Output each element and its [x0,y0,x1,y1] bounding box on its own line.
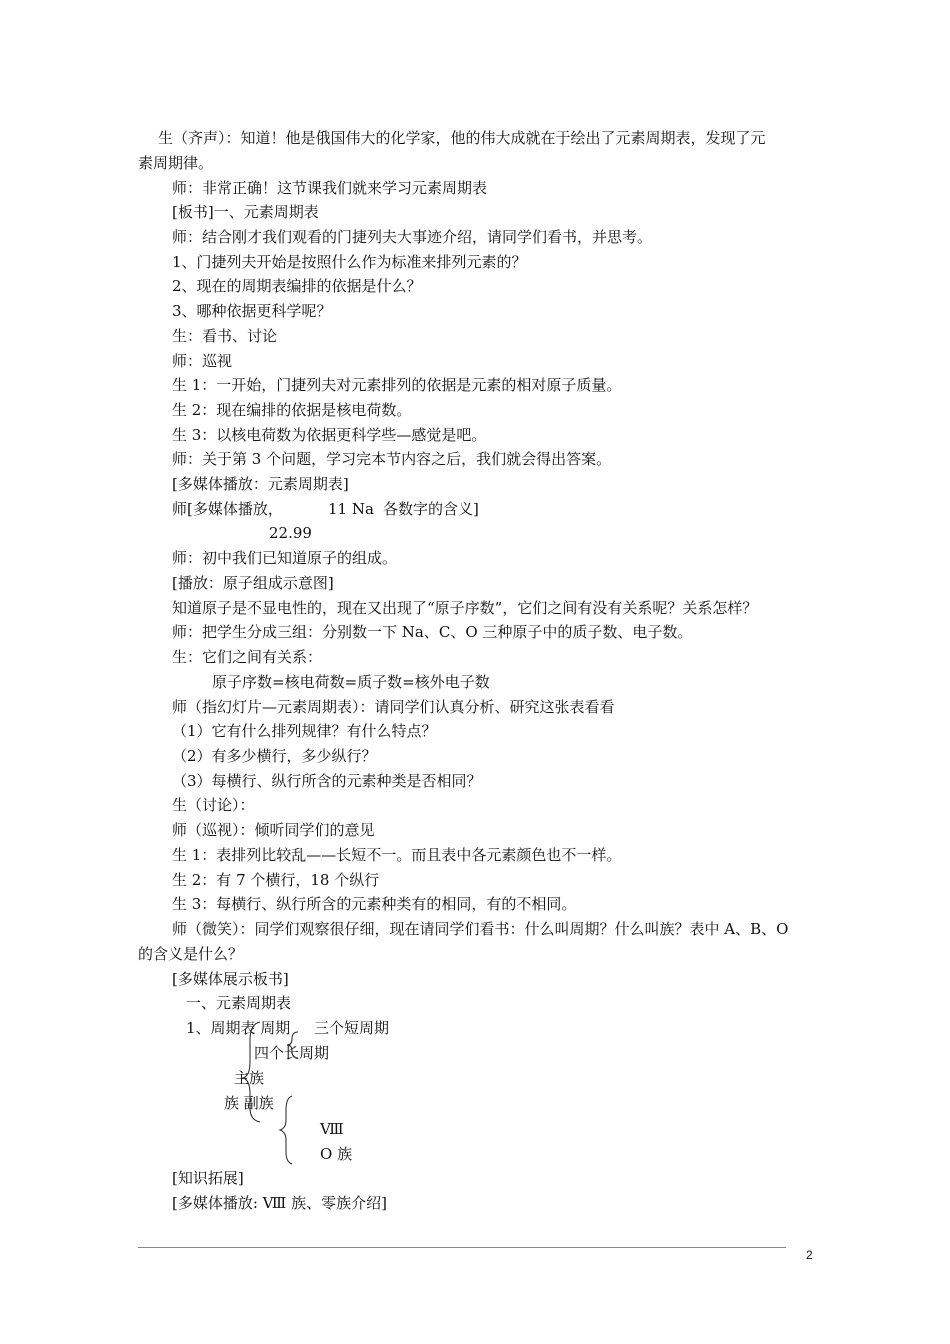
text-line: 生 1：表排列比较乱——长短不一。而且表中各元素颜色也不一样。 [172,846,622,864]
text-line: 1、门捷列夫开始是按照什么作为标准来排列元素的？ [172,253,527,271]
text-line: 生（讨论）： [172,796,255,814]
text-line: 知道原子是不显电性的，现在又出现了“原子序数”，它们之间有没有关系呢？关系怎样？ [172,599,758,617]
text-line: 师：非常正确！这节课我们就来学习元素周期表 [172,179,488,197]
page-number: 2 [806,1248,813,1262]
period-brace [287,1032,298,1058]
text-line: 师：初中我们已知道原子的组成。 [172,549,398,567]
text-line: 生：它们之间有关系： [172,648,323,666]
group-brace [280,1096,292,1164]
text-line: 师（指幻灯片—元素周期表）：请同学们认真分析、研究这张表看看 [172,698,615,716]
table-brace [243,1022,260,1122]
outline-item: 主族 [234,1069,265,1087]
outline-heading: 一、元素周期表 [186,994,292,1012]
text-line: 生 2：现在编排的依据是核电荷数。 [172,401,412,419]
text-line: 生 2：有 7 个横行，18 个纵行 [172,871,380,889]
text-line: 生 1：一开始，门捷列夫对元素排列的依据是元素的相对原子质量。 [172,376,622,394]
outline-item: 三个短周期 [314,1019,390,1037]
outline-item: 族 副族 [224,1094,274,1112]
text-line: 师：关于第 3 个问题，学习完本节内容之后，我们就会得出答案。 [172,450,612,468]
text-line: 生（齐声）：知道！他是俄国伟大的化学家，他的伟大成就在于绘出了元素周期表，发现了元 [158,129,766,147]
text-line: 2、现在的周期表编排的依据是什么？ [172,277,422,295]
text-line: [多媒体播放：元素周期表] [172,475,349,493]
text-line: （2）有多少横行，多少纵行？ [172,747,377,765]
text-line: 素周期律。 [138,154,214,172]
equation-line: 原子序数=核电荷数=质子数=核外电子数 [212,673,490,691]
element-symbol: 11 Na [328,500,374,518]
text-line: 师（微笑）：同学们观察很仔细，现在请同学们看书：什么叫周期？什么叫族？表中 A、B、O [172,920,789,938]
footer-rule [138,1247,786,1248]
text-line: 3、哪种依据更科学呢？ [172,302,332,320]
text-line: 师（巡视）：倾听同学们的意见 [172,821,375,839]
text-line: 的含义是什么？ [138,945,244,963]
text-line: [多媒体展示板书] [172,970,289,988]
outline-item: O 族 [320,1145,353,1163]
text-line: （1）它有什么排列规律？有什么特点？ [172,722,437,740]
text-line: 生 3：以核电荷数为依据更科学些—感觉是吧。 [172,426,487,444]
text-line: [板书]一、元素周期表 [172,203,319,221]
text-line: 师：结合刚才我们观看的门捷列夫大事迹介绍，请同学们看书，并思考。 [172,228,653,246]
text-line: [播放：原子组成示意图] [172,574,334,592]
outline-item: Ⅷ [320,1120,344,1138]
outline-braces [240,1020,300,1170]
text-line: 师：巡视 [172,352,233,370]
atomic-mass: 22.99 [269,524,312,542]
text-line: [多媒体播放: Ⅷ 族、零族介绍] [172,1194,387,1212]
text-line: （3）每横行、纵行所含的元素种类是否相同？ [172,772,482,790]
text-line: 生 3：每横行、纵行所含的元素种类有的相同，有的不相同。 [172,895,577,913]
text-line: 各数字的含义] [383,500,479,518]
outline-item: 四个长周期 [254,1044,330,1062]
text-line: 师：把学生分成三组：分别数一下 Na、C、O 三种原子中的质子数、电子数。 [172,623,693,641]
outline-item: 1、周期表 周期 [186,1019,291,1037]
text-line: [知识拓展] [172,1169,244,1187]
text-line: 生：看书、讨论 [172,327,278,345]
text-line: 师[多媒体播放， [172,500,283,518]
